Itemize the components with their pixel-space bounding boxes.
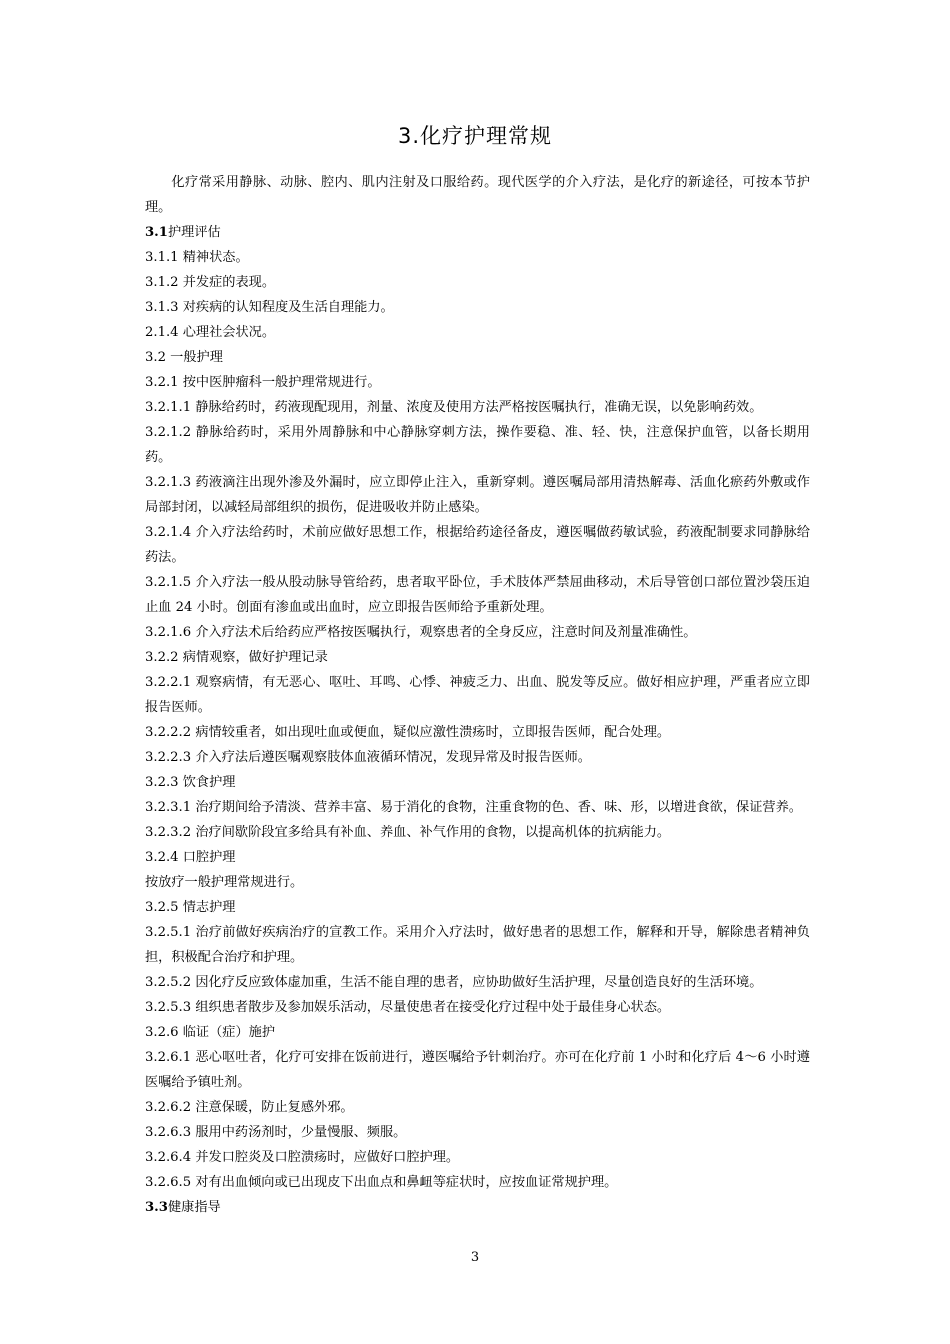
paragraph-3-2-6-4: 3.2.6.4 并发口腔炎及口腔溃疡时，应做好口腔护理。 bbox=[145, 1150, 460, 1165]
document-body bbox=[145, 170, 810, 1220]
paragraph-3-2-2: 3.2.2 病情观察，做好护理记录 bbox=[145, 650, 328, 665]
paragraph-3-2-1-2: 3.2.1.2 静脉给药时，采用外周静脉和中心静脉穿刺方法，操作要稳、准、轻、快，注意保护血管，以备长期用药。 bbox=[145, 425, 810, 465]
paragraph-3-2-4: 3.2.4 口腔护理 bbox=[145, 850, 236, 865]
paragraph-3-2-5-1: 3.2.5.1 治疗前做好疾病治疗的宣教工作。采用介入疗法时，做好患者的思想工作，解释和开导，解除患者精神负担，积极配合治疗和护理。 bbox=[145, 925, 810, 965]
paragraph-3-2-3-2: 3.2.3.2 治疗间歇阶段宜多给具有补血、养血、补气作用的食物，以提高机体的抗病能力。 bbox=[145, 825, 671, 840]
paragraph-3-2-1-1: 3.2.1.1 静脉给药时，药液现配现用，剂量、浓度及使用方法严格按医嘱执行，准确无误，以免影响药效。 bbox=[145, 400, 763, 415]
section-heading-3-2: 3.2 一般护理 bbox=[145, 350, 223, 365]
paragraph-3-2-1-3: 3.2.1.3 药液滴注出现外渗及外漏时，应立即停止注入，重新穿刺。遵医嘱局部用清热解毒、活血化瘀药外敷或作局部封闭，以减轻局部组织的损伤，促进吸收并防止感染。 bbox=[145, 475, 810, 515]
paragraph-3-2-6: 3.2.6 临证（症）施护 bbox=[145, 1025, 276, 1040]
paragraph-3-2-1-5: 3.2.1.5 介入疗法一般从股动脉导管给药，患者取平卧位，手术肢体严禁屈曲移动，术后导管创口部位置沙袋压迫止血 24 小时。创面有渗血或出血时，应立即报告医师给予重新处理。 bbox=[145, 575, 810, 615]
paragraph-3-1-3: 3.1.3 对疾病的认知程度及生活自理能力。 bbox=[145, 300, 394, 315]
section-number: 3.1 bbox=[145, 225, 168, 240]
paragraph-2-1-4: 2.1.4 心理社会状况。 bbox=[145, 325, 276, 340]
paragraph-3-2-5: 3.2.5 情志护理 bbox=[145, 900, 236, 915]
paragraph-3-2-1: 3.2.1 按中医肿瘤科一般护理常规进行。 bbox=[145, 375, 381, 390]
section-title: 健康指导 bbox=[167, 1200, 221, 1215]
paragraph-3-2-3-1: 3.2.3.1 治疗期间给予清淡、营养丰富、易于消化的食物，注重食物的色、香、味、形，以增进食欲，保证营养。 bbox=[145, 800, 802, 815]
section-title: 护理评估 bbox=[167, 225, 221, 240]
paragraph-3-2-5-2: 3.2.5.2 因化疗反应致体虚加重，生活不能自理的患者，应协助做好生活护理，尽量创造良好的生活环境。 bbox=[145, 975, 763, 990]
paragraph-3-1-2: 3.1.2 并发症的表现。 bbox=[145, 275, 276, 290]
paragraph-3-2-1-6: 3.2.1.6 介入疗法术后给药应严格按医嘱执行，观察患者的全身反应，注意时间及剂量准确性。 bbox=[145, 625, 697, 640]
paragraph-3-2-1-4: 3.2.1.4 介入疗法给药时，术前应做好思想工作，根据给药途径备皮，遵医嘱做药敏试验，药液配制要求同静脉给药法。 bbox=[145, 525, 810, 565]
paragraph-3-2-3: 3.2.3 饮食护理 bbox=[145, 775, 236, 790]
paragraph-3-2-2-3: 3.2.2.3 介入疗法后遵医嘱观察肢体血液循环情况，发现异常及时报告医师。 bbox=[145, 750, 591, 765]
page-number: 3 bbox=[470, 1250, 480, 1265]
paragraph-3-2-6-2: 3.2.6.2 注意保暖，防止复感外邪。 bbox=[145, 1100, 354, 1115]
intro-paragraph: 化疗常采用静脉、动脉、腔内、肌内注射及口服给药。现代医学的介入疗法，是化疗的新途径，可按本节护理。 bbox=[145, 175, 810, 215]
paragraph-3-2-2-1: 3.2.2.1 观察病情，有无恶心、呕吐、耳鸣、心悸、神疲乏力、出血、脱发等反应。做好相应护理，严重者应立即报告医师。 bbox=[145, 675, 810, 715]
paragraph-3-2-4-body: 按放疗一般护理常规进行。 bbox=[145, 875, 304, 890]
paragraph-3-2-6-1: 3.2.6.1 恶心呕吐者，化疗可安排在饭前进行，遵医嘱给予针刺治疗。亦可在化疗前 1 小时和化疗后 4～6 小时遵医嘱给予镇吐剂。 bbox=[145, 1050, 810, 1090]
section-heading-3-1 bbox=[145, 220, 810, 245]
paragraph-3-2-2-2: 3.2.2.2 病情较重者，如出现吐血或便血，疑似应激性溃疡时，立即报告医师，配合处理。 bbox=[145, 725, 671, 740]
section-number: 3.3 bbox=[145, 1200, 168, 1215]
paragraph-3-1-1: 3.1.1 精神状态。 bbox=[145, 250, 249, 265]
paragraph-3-2-5-3: 3.2.5.3 组织患者散步及参加娱乐活动，尽量使患者在接受化疗过程中处于最佳身心状态。 bbox=[145, 1000, 671, 1015]
paragraph-3-2-6-5: 3.2.6.5 对有出血倾向或已出现皮下出血点和鼻衄等症状时，应按血证常规护理。 bbox=[145, 1175, 618, 1190]
paragraph-3-2-6-3: 3.2.6.3 服用中药汤剂时，少量慢服、频服。 bbox=[145, 1125, 407, 1140]
page-title: 3.化疗护理常规 bbox=[397, 124, 553, 148]
section-heading-3-3 bbox=[145, 1195, 810, 1220]
